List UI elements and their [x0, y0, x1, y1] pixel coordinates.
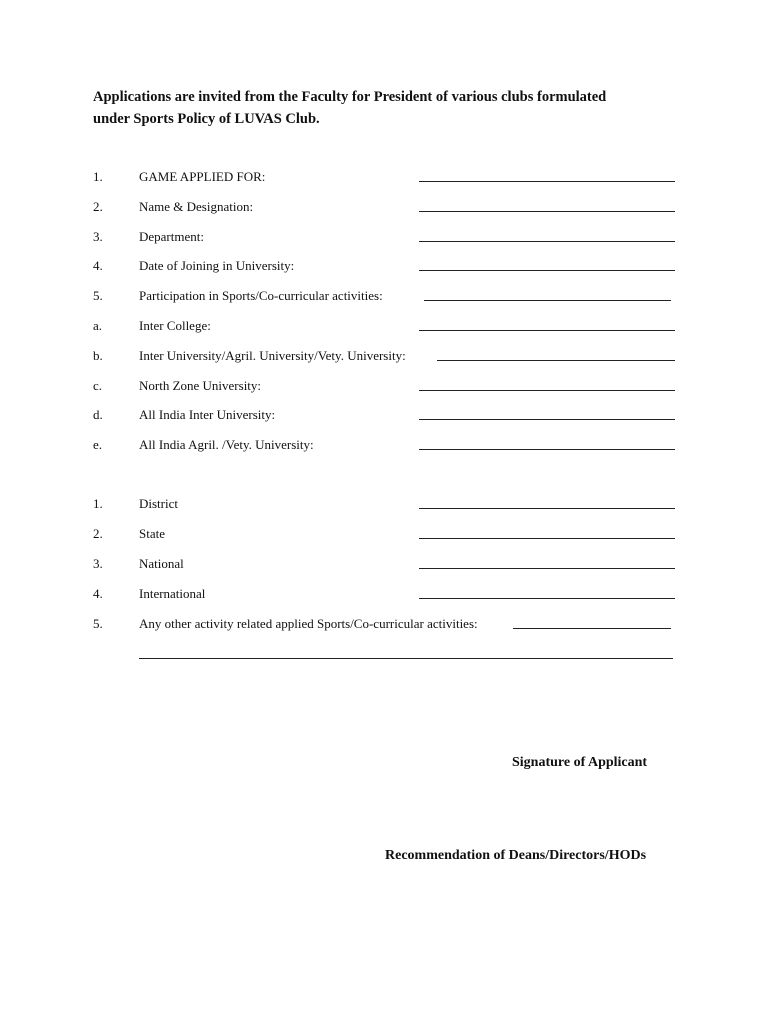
participation-blank[interactable] [424, 300, 671, 301]
item-number: 3. [93, 556, 103, 571]
field-label: Date of Joining in University: [139, 258, 295, 273]
field-north-zone [0, 376, 770, 396]
field-national [0, 554, 770, 574]
field-label: North Zone University: [139, 378, 262, 393]
item-number: 5. [93, 616, 103, 631]
field-department [0, 227, 770, 247]
inter-university-blank[interactable] [437, 360, 675, 361]
name-designation-blank[interactable] [419, 211, 675, 212]
item-letter: e. [93, 437, 103, 452]
item-number: 1. [93, 496, 103, 511]
item-number: 2. [93, 526, 103, 541]
field-label: GAME APPLIED FOR: [139, 169, 266, 184]
all-india-inter-university-blank[interactable] [419, 419, 675, 420]
field-label: National [139, 556, 184, 571]
field-game-applied [0, 167, 770, 187]
heading-line-2: under Sports Policy of LUVAS Club. [93, 111, 320, 127]
item-number: 1. [93, 169, 103, 184]
department-blank[interactable] [419, 241, 675, 242]
district-blank[interactable] [419, 508, 675, 509]
item-number: 2. [93, 199, 103, 214]
field-participation [0, 286, 770, 306]
item-number: 5. [93, 288, 103, 303]
field-label: Inter University/Agril. University/Vety. University: [139, 348, 406, 363]
field-date-of-joining [0, 256, 770, 276]
all-india-agril-vety-blank[interactable] [419, 449, 675, 450]
field-inter-university [0, 346, 770, 366]
field-label: All India Agril. /Vety. University: [139, 437, 314, 452]
field-label: Department: [139, 229, 204, 244]
field-all-india-inter-university [0, 405, 770, 425]
field-name-designation [0, 197, 770, 217]
item-letter: b. [93, 348, 103, 363]
signature-of-applicant: Signature of Applicant [512, 755, 648, 770]
field-all-india-agril-vety [0, 435, 770, 455]
field-state [0, 524, 770, 544]
field-label: All India Inter University: [139, 407, 276, 422]
other-activity-blank[interactable] [513, 628, 671, 629]
state-blank[interactable] [419, 538, 675, 539]
field-inter-college [0, 316, 770, 336]
north-zone-blank[interactable] [419, 390, 675, 391]
inter-college-blank[interactable] [419, 330, 675, 331]
other-activity-continuation-blank[interactable] [139, 658, 673, 659]
field-label: International [139, 586, 206, 601]
item-number: 4. [93, 258, 103, 273]
field-district [0, 494, 770, 514]
field-label: Inter College: [139, 318, 211, 333]
field-label: Name & Designation: [139, 199, 254, 214]
game-applied-blank[interactable] [419, 181, 675, 182]
item-letter: c. [93, 378, 103, 393]
item-number: 3. [93, 229, 103, 244]
field-label: State [139, 526, 165, 541]
date-of-joining-blank[interactable] [419, 270, 675, 271]
form-heading [93, 86, 693, 130]
item-number: 4. [93, 586, 103, 601]
heading-line-1: Applications are invited from the Faculty for President of various clubs formulated [93, 89, 607, 105]
recommendation-heading: Recommendation of Deans/Directors/HODs [385, 848, 647, 863]
field-label: District [139, 496, 178, 511]
field-label: Participation in Sports/Co-curricular activities: [139, 288, 383, 303]
national-blank[interactable] [419, 568, 675, 569]
field-international [0, 584, 770, 604]
field-label: Any other activity related applied Sports/Co-curricular activities: [139, 616, 478, 631]
international-blank[interactable] [419, 598, 675, 599]
item-letter: d. [93, 407, 103, 422]
item-letter: a. [93, 318, 103, 333]
field-other-activity [0, 614, 770, 634]
field-other-activity-continued [0, 644, 770, 664]
